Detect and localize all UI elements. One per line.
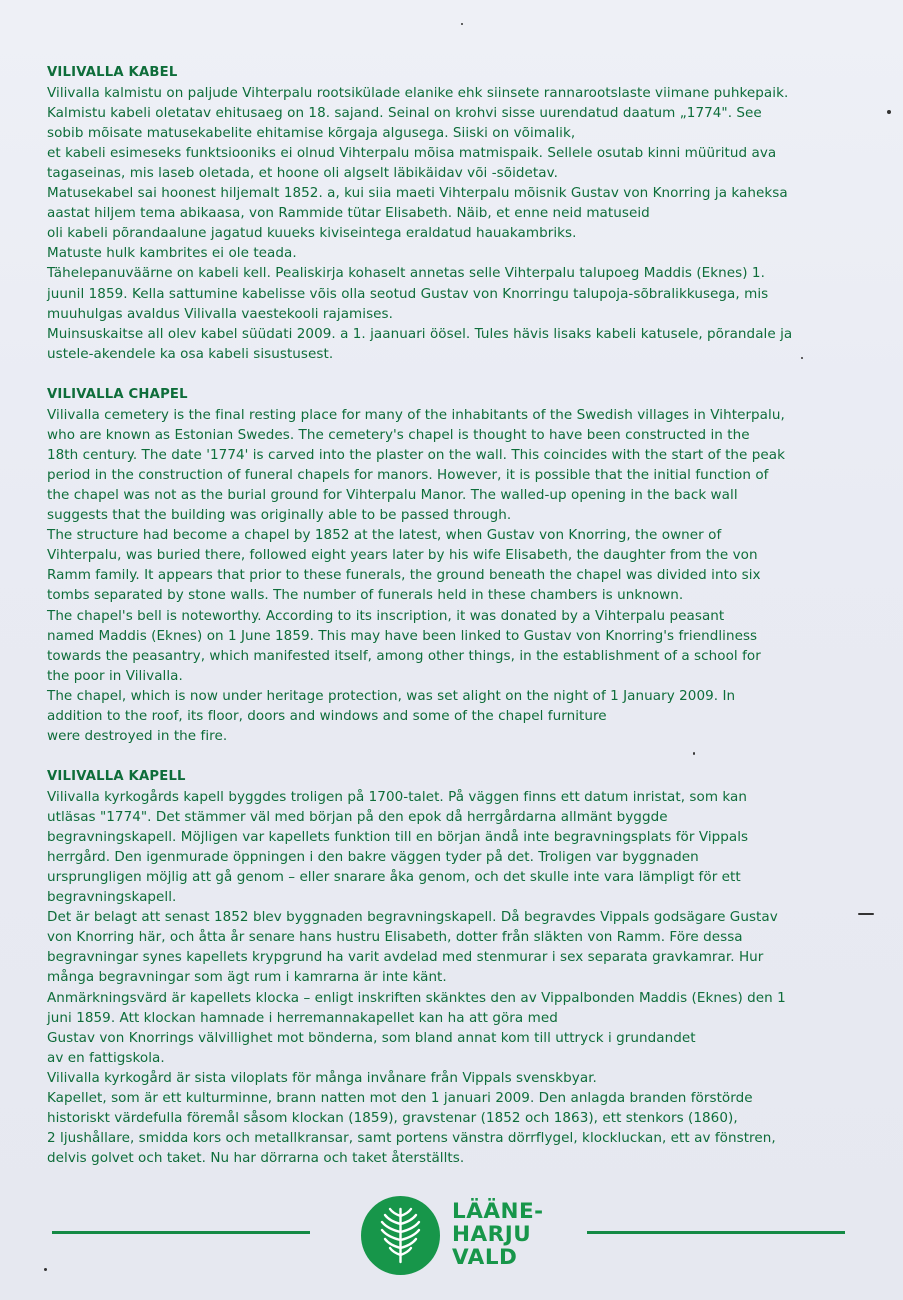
text-line: Tähelepanuväärne on kabeli kell. Pealiskirja kohaselt annetas selle Vihterpalu talupoeg Maddis (Eknes) 1. [47, 265, 765, 282]
surface-speck [44, 1268, 47, 1271]
text-line: were destroyed in the fire. [47, 727, 228, 744]
text-line: Vihterpalu, was buried there, followed eight years later by his wife Elisabeth, the daughter from the von [47, 547, 758, 564]
text-line: av en fattigskola. [47, 1049, 165, 1066]
text-line: Vilivalla kalmistu on paljude Vihterpalu rootsikülade elanike ehk siinsete rannarootslaste viimane puhkepaik. [47, 85, 789, 102]
text-line: många begravningar som ägt rum i kamrarna är inte känt. [47, 969, 447, 986]
text-line: aastat hiljem tema abikaasa, von Rammide tütar Elisabeth. Näib, et enne neid matuseid [47, 205, 650, 222]
text-line: ustele-akendele ka osa kabeli sisustusest. [47, 345, 334, 362]
text-line: oli kabeli põrandaalune jagatud kuueks kiviseintega eraldatud hauakambriks. [47, 225, 577, 242]
text-line: Gustav von Knorrings välvillighet mot bönderna, som bland annat kom till uttryck i grundandet [47, 1029, 696, 1046]
logo-line: HARJU [452, 1222, 532, 1247]
section-heading: VILIVALLA KAPELL [47, 769, 186, 784]
text-line: delvis golvet och taket. Nu har dörrarna och taket återställts. [47, 1149, 465, 1166]
surface-speck [461, 23, 463, 25]
text-line: Matuste hulk kambrites ei ole teada. [47, 245, 297, 262]
text-line: Vilivalla kyrkogård är sista viloplats för många invånare från Vippals svenskbyar. [47, 1069, 597, 1086]
text-line: Anmärkningsvärd är kapellets klocka – enligt inskriften skänktes den av Vippalbonden Maddis (Eknes) den 1 [47, 989, 786, 1006]
text-line: utläsas "1774". Det stämmer väl med början på den epok då herrgårdarna allmänt byggde [47, 809, 668, 826]
text-line: 18th century. The date '1774' is carved into the plaster on the wall. This coincides with the start of the peak [47, 447, 786, 464]
text-line: muuhulgas avaldus Vilivalla vaestekooli rajamises. [47, 305, 393, 322]
text-line: the chapel was not as the burial ground for Vihterpalu Manor. The walled-up opening in the back wall [47, 487, 738, 504]
text-line: towards the peasantry, which manifested itself, among other things, in the establishment of a school for [47, 647, 761, 664]
section-swedish [47, 767, 862, 1168]
footer-rule-left [52, 1231, 310, 1234]
text-line: addition to the roof, its floor, doors and windows and some of the chapel furniture [47, 707, 607, 724]
surface-speck [801, 357, 803, 359]
text-line: The chapel, which is now under heritage protection, was set alight on the night of 1 January 2009. In [47, 687, 736, 704]
text-line: ursprungligen möjlig att gå genom – eller snarare åka genom, och det skulle inte vara lämpligt för ett [47, 869, 741, 886]
text-line: et kabeli esimeseks funktsiooniks ei olnud Vihterpalu mõisa matmispaik. Sellele osutab kinni müüritud ava [47, 145, 777, 162]
surface-speck [887, 110, 891, 114]
section-body [47, 405, 862, 746]
section-heading: VILIVALLA CHAPEL [47, 387, 188, 402]
text-line: Vilivalla cemetery is the final resting place for many of the inhabitants of the Swedish villages in Vihterpalu, [47, 407, 785, 424]
text-line: Det är belagt att senast 1852 blev byggnaden begravningskapell. Då begravdes Vippals godsägare Gustav [47, 909, 778, 926]
text-line: begravningskapell. [47, 889, 177, 906]
text-line: Muinsuskaitse all olev kabel süüdati 2009. a 1. jaanuari öösel. Tules hävis lisaks kabeli katusele, põrandale ja [47, 325, 793, 342]
text-line: period in the construction of funeral chapels for manors. However, it is possible that the initial function of [47, 467, 769, 484]
text-line: juunil 1859. Kella sattumine kabelisse võis olla seotud Gustav von Knorringu talupoja-sõbralikkusega, mis [47, 285, 769, 302]
text-line: the poor in Vilivalla. [47, 667, 183, 684]
text-line: tombs separated by stone walls. The number of funerals held in these chambers is unknown. [47, 587, 684, 604]
text-line: historiskt värdefulla föremål såsom klockan (1859), gravstenar (1852 och 1863), ett stenkors (1860), [47, 1109, 738, 1126]
logo-emblem [361, 1196, 440, 1275]
text-line: Ramm family. It appears that prior to these funerals, the ground beneath the chapel was divided into six [47, 567, 761, 584]
text-line: begravningar synes kapellets krypgrund ha varit avdelad med stenmurar i sex separata gravkamrar. Hur [47, 949, 764, 966]
text-line: Vilivalla kyrkogårds kapell byggdes troligen på 1700-talet. På väggen finns ett datum inristat, som kan [47, 789, 748, 806]
section-body [47, 83, 862, 364]
text-line: The structure had become a chapel by 1852 at the latest, when Gustav von Knorring, the owner of [47, 527, 722, 544]
text-line: herrgård. Den igenmurade öppningen i den bakre väggen tyder på det. Troligen var byggnaden [47, 849, 699, 866]
text-line: Matusekabel sai hoonest hiljemalt 1852. a, kui siia maeti Vihterpalu mõisnik Gustav von Knorring ja kaheksa [47, 185, 788, 202]
text-line: named Maddis (Eknes) on 1 June 1859. This may have been linked to Gustav von Knorring's friendliness [47, 627, 758, 644]
section-estonian [47, 63, 862, 364]
text-line: tagaseinas, mis laseb oletada, et hoone oli algselt läbikäidav või -sõidetav. [47, 165, 558, 182]
text-line: Kalmistu kabeli oletatav ehitusaeg on 18. sajand. Seinal on krohvi sisse uurendatud daatum „1774". See [47, 105, 762, 122]
text-line: The chapel's bell is noteworthy. According to its inscription, it was donated by a Vihterpalu peasant [47, 607, 725, 624]
text-line: von Knorring här, och åtta år senare hans hustru Elisabeth, dotter från släkten von Ramm. Före dessa [47, 929, 743, 946]
surface-speck [858, 913, 874, 915]
text-line: juni 1859. Att klockan hamnade i herremannakapellet kan ha att göra med [47, 1009, 558, 1026]
text-line: who are known as Estonian Swedes. The cemetery's chapel is thought to have been constructed in the [47, 427, 750, 444]
text-line: sobib mõisate matusekabelite ehitamise kõrgaja algusega. Siiski on võimalik, [47, 125, 576, 142]
text-line: 2 ljushållare, smidda kors och metallkransar, samt portens vänstra dörrflygel, klockluckan, ett av fönstren, [47, 1129, 776, 1146]
section-heading: VILIVALLA KABEL [47, 65, 178, 80]
text-line: suggests that the building was originally able to be passed through. [47, 507, 512, 524]
text-line: Kapellet, som är ett kulturminne, brann natten mot den 1 januari 2009. Den anlagda branden förstörde [47, 1089, 753, 1106]
footer-rule-right [587, 1231, 845, 1234]
text-line: begravningskapell. Möjligen var kapellets funktion till en början ändå inte begravningsplats för Vippals [47, 829, 749, 846]
leaf-icon [361, 1196, 440, 1275]
logo-line: LÄÄNE- [452, 1199, 544, 1224]
section-english [47, 385, 862, 746]
logo-wordmark [452, 1200, 544, 1269]
logo-line: VALD [452, 1245, 518, 1270]
section-body [47, 787, 862, 1168]
municipality-logo [361, 1196, 561, 1276]
surface-speck [693, 752, 695, 755]
